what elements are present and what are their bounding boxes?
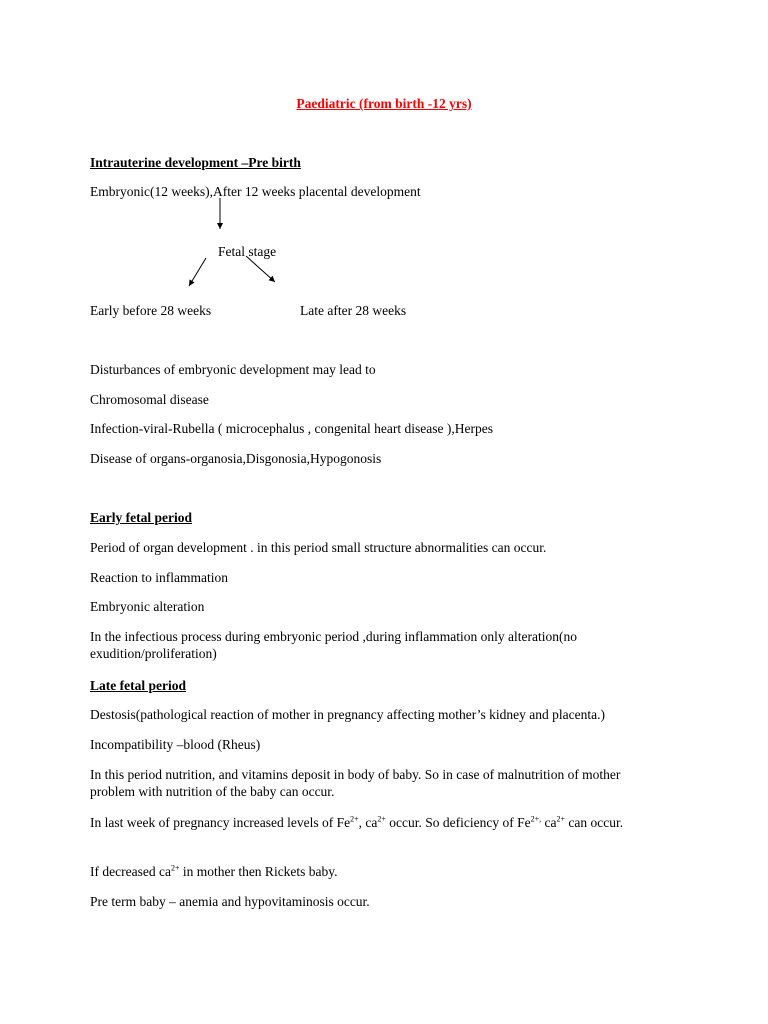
incompatibility-line: Incompatibility –blood (Rheus): [90, 737, 261, 752]
arrow-left: [189, 258, 206, 286]
page-title: Paediatric (from birth -12 yrs): [296, 96, 472, 111]
embryonic-alteration-line: Embryonic alteration: [90, 599, 205, 614]
disturbances-intro: Disturbances of embryonic development may lead to: [90, 362, 376, 377]
reaction-inflammation-line: Reaction to inflammation: [90, 570, 228, 585]
last-week-sup-3: 2+,: [530, 814, 542, 824]
last-week-text-4: ca: [541, 815, 557, 830]
destosis-line: Destosis(pathological reaction of mother in pregnancy affecting mother’s kidney and placenta.): [90, 707, 605, 722]
fetal-stage-label: Fetal stage: [218, 244, 277, 259]
section-heading-late-fetal: Late fetal period: [90, 678, 186, 693]
infectious-process-paragraph: In the infectious process during embryonic period ,during inflammation only alteration(no exudition/proliferation): [90, 629, 578, 661]
last-week-sup-4: 2+: [556, 814, 566, 824]
preterm-line: Pre term baby – anemia and hypovitaminosis occur.: [90, 894, 370, 909]
last-week-text-5: can occur.: [565, 815, 624, 830]
chromosomal-disease: Chromosomal disease: [90, 392, 209, 407]
last-week-text-3: occur. So deficiency of Fe: [385, 815, 531, 830]
nutrition-paragraph: In this period nutrition, and vitamins deposit in body of baby. So in case of malnutrition of mother problem with nutrition of the baby can occur.: [90, 767, 621, 799]
decreased-text-2: in mother then Rickets baby.: [179, 864, 338, 879]
infection-line: Infection-viral-Rubella ( microcephalus , congenital heart disease ),Herpes: [90, 421, 493, 436]
last-week-paragraph: [90, 814, 660, 831]
last-week-sup-1: 2+: [350, 814, 359, 824]
organ-development-line: Period of organ development . in this period small structure abnormalities can occur.: [90, 540, 547, 555]
section-heading-intrauterine: Intrauterine development –Pre birth: [90, 155, 301, 170]
decreased-text-1: If decreased ca: [90, 864, 171, 879]
early-before-label: Early before 28 weeks: [90, 303, 212, 318]
embryonic-line: Embryonic(12 weeks),After 12 weeks placental development: [90, 184, 421, 199]
decreased-sup-1: 2+: [170, 863, 180, 873]
section-heading-early-fetal: Early fetal period: [90, 510, 192, 525]
last-week-text-1: In last week of pregnancy increased levels of Fe: [90, 815, 351, 830]
decreased-calcium-line: [90, 863, 338, 880]
last-week-sup-2: 2+: [377, 814, 386, 824]
late-after-label: Late after 28 weeks: [300, 303, 407, 318]
organs-disease-line: Disease of organs-organosia,Disgonosia,Hypogonosis: [90, 451, 382, 466]
last-week-text-2: , ca: [358, 815, 378, 830]
